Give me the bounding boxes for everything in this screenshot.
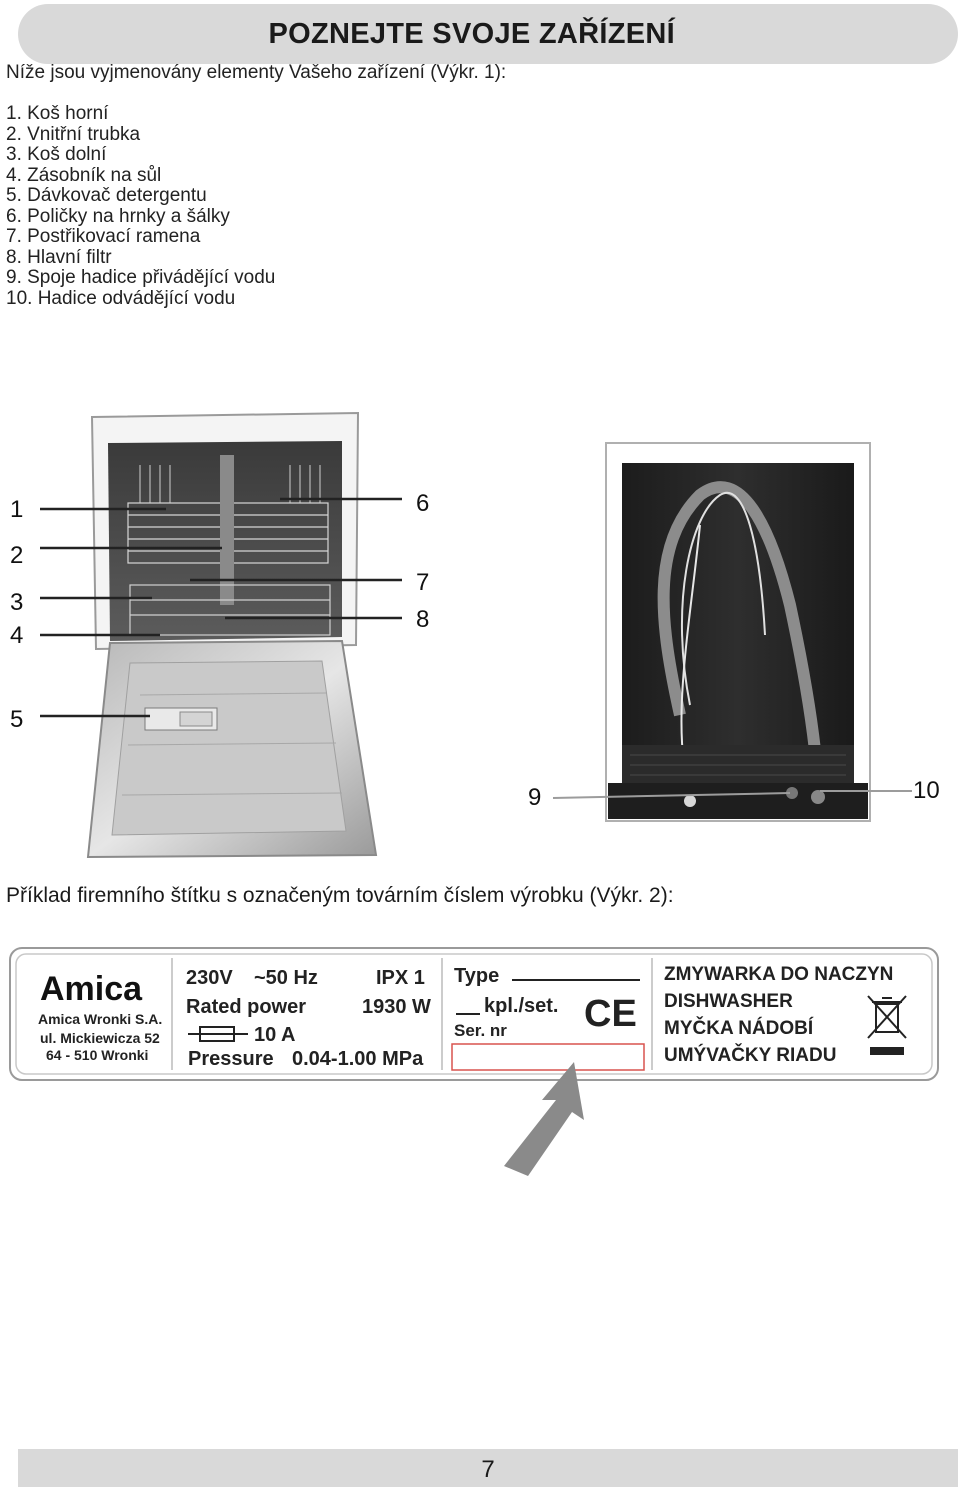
list-item: 6. Poličky na hrnky a šálky <box>6 205 230 227</box>
product-name-en: DISHWASHER <box>664 991 793 1012</box>
brand-logo: Amica <box>40 970 143 1008</box>
header-bar <box>18 4 958 64</box>
page-title: POZNEJTE SVOJE ZAŘÍZENÍ <box>268 18 675 50</box>
ipx-rating: IPX 1 <box>376 967 425 989</box>
pressure-value: 0.04-1.00 MPa <box>292 1048 424 1070</box>
set-label: kpl./set. <box>484 995 559 1017</box>
pressure-label: Pressure <box>188 1048 274 1070</box>
list-item: 3. Koš dolní <box>6 144 107 165</box>
voltage: 230V <box>186 967 233 989</box>
callout-5: 5 <box>10 706 24 733</box>
type-label: Type <box>454 965 500 987</box>
callout-6: 6 <box>416 490 430 517</box>
rated-power-value: 1930 W <box>362 996 431 1018</box>
fuse-rating: 10 A <box>254 1024 296 1046</box>
label-caption: Příklad firemního štítku s označeným továrním číslem výrobku (Výkr. 2): <box>6 884 674 907</box>
page-number: 7 <box>481 1456 495 1483</box>
serial-label: Ser. nr <box>454 1021 507 1040</box>
list-item: 5. Dávkovač detergentu <box>6 185 207 206</box>
intro-text: Níže jsou vyjmenovány elementy Vašeho zařízení (Výkr. 1): <box>6 62 507 83</box>
list-item: 2. Vnitřní trubka <box>6 123 141 145</box>
list-item: 9. Spoje hadice přivádějící vodu <box>6 267 276 288</box>
callout-4: 4 <box>10 622 24 649</box>
callout-9: 9 <box>528 784 542 811</box>
frequency: ~50 Hz <box>254 967 318 989</box>
callout-2: 2 <box>10 542 24 569</box>
dishwasher-figure <box>0 405 960 875</box>
callout-1: 1 <box>10 496 24 523</box>
product-name-cz: MYČKA NÁDOBÍ <box>664 1018 814 1039</box>
ce-mark: CE <box>584 993 637 1035</box>
product-name-pl: ZMYWARKA DO NACZYN <box>664 964 894 985</box>
list-item: 8. Hlavní filtr <box>6 246 112 268</box>
list-item: 10. Hadice odvádějící vodu <box>6 287 236 309</box>
product-name-sk: UMÝVAČKY RIADU <box>664 1045 837 1066</box>
rated-power-label: Rated power <box>186 996 307 1018</box>
company-street: ul. Mickiewicza 52 <box>40 1030 160 1046</box>
rating-plate-figure <box>0 940 960 1180</box>
parts-list <box>6 104 275 309</box>
callout-8: 8 <box>416 606 430 633</box>
dishwasher-back-photo <box>606 443 870 821</box>
company-name: Amica Wronki S.A. <box>38 1011 163 1027</box>
list-item: 7. Postřikovací ramena <box>6 226 201 247</box>
footer-bar <box>18 1449 958 1487</box>
company-city: 64 - 510 Wronki <box>46 1047 149 1063</box>
list-item: 4. Zásobník na sůl <box>6 164 162 186</box>
callout-7: 7 <box>416 569 430 596</box>
callout-3: 3 <box>10 589 24 616</box>
list-item: 1. Koš horní <box>6 103 109 124</box>
callout-10: 10 <box>913 777 940 804</box>
